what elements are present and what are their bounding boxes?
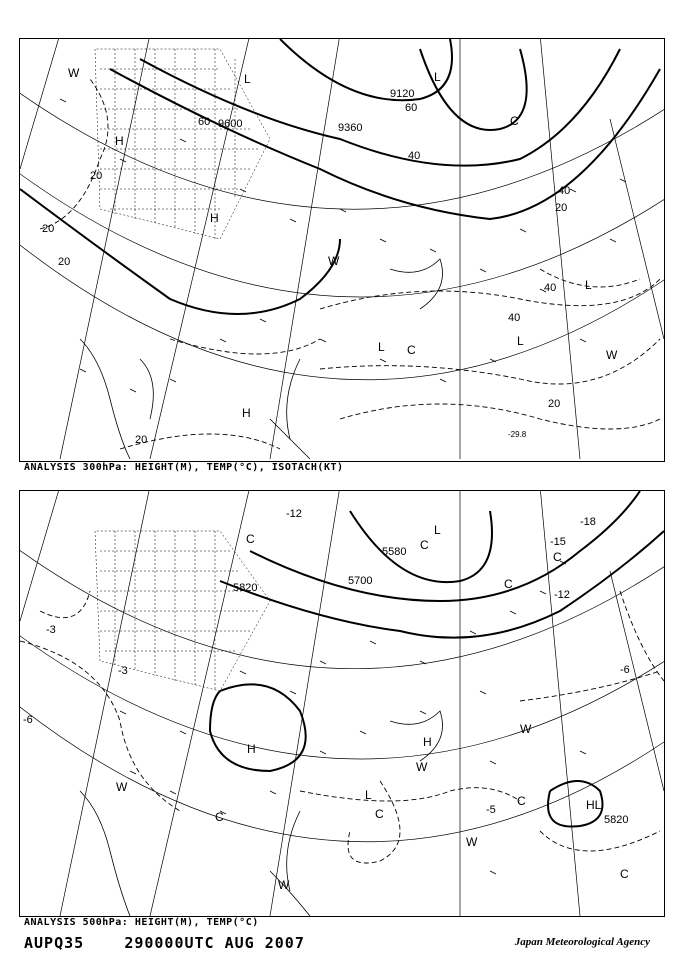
isotach-label: 40 <box>544 282 557 294</box>
cold-marker: C <box>407 343 416 357</box>
temperature-contours <box>20 591 664 863</box>
pressure-high-marker: H <box>210 211 219 225</box>
cold-marker: C <box>215 810 224 824</box>
isotach-label: 20 <box>548 398 561 410</box>
height-label: 5700 <box>348 575 373 587</box>
warm-marker: W <box>116 780 128 794</box>
coastlines <box>80 711 443 916</box>
isotach-label: 20 <box>555 202 568 214</box>
height-contours <box>210 491 664 827</box>
cold-marker: C <box>504 577 513 591</box>
isotach-label: 60 <box>405 102 418 114</box>
pressure-low-marker: L <box>365 788 372 802</box>
height-label: 9120 <box>390 88 415 100</box>
coastlines <box>80 259 443 459</box>
isotach-label: 40 <box>408 150 421 162</box>
pressure-high-marker: H <box>247 742 256 756</box>
cold-marker: C <box>517 794 526 808</box>
temperature-label: -6 <box>620 664 630 676</box>
height-label: 9360 <box>338 122 363 134</box>
wind-barbs <box>120 561 586 874</box>
cold-marker: C <box>620 867 629 881</box>
pressure-high-marker: H <box>242 406 251 420</box>
graticule <box>20 39 664 459</box>
pressure-low-marker: L <box>585 278 592 292</box>
cold-marker: C <box>246 532 255 546</box>
pressure-low-marker: L <box>434 523 441 537</box>
isotach-contours <box>40 79 660 449</box>
warm-marker: W <box>520 722 532 736</box>
map-panel-500hpa <box>19 490 665 917</box>
isotach-label: 20 <box>58 256 71 268</box>
map-300hpa-canvas <box>20 39 664 461</box>
height-label: 5820 <box>604 814 629 826</box>
isotach-label: 20 <box>42 223 55 235</box>
graticule <box>20 491 664 916</box>
map-500hpa-canvas <box>20 491 664 916</box>
height-label: 5820 <box>233 582 258 594</box>
isotach-label: 60 <box>198 116 211 128</box>
isotach-label: 40 <box>558 185 571 197</box>
pressure-high-marker: HL <box>586 798 602 812</box>
cold-marker: C <box>553 550 562 564</box>
temperature-label: -3 <box>118 665 128 677</box>
pressure-low-marker: L <box>517 334 524 348</box>
chart-identifier <box>24 934 305 952</box>
panel-caption-500hpa: ANALYSIS 500hPa: HEIGHT(M), TEMP(°C) <box>24 917 259 928</box>
chart-id: AUPQ35 <box>24 934 85 952</box>
temperature-label: -18 <box>580 516 596 528</box>
height-contours <box>20 39 660 314</box>
temperature-label: -12 <box>554 589 570 601</box>
temperature-label: -29.8 <box>508 430 527 439</box>
warm-marker: W <box>606 348 618 362</box>
cold-marker: C <box>375 807 384 821</box>
temperature-label: -15 <box>550 536 566 548</box>
pressure-high-marker: H <box>115 134 124 148</box>
warm-marker: W <box>328 254 340 268</box>
pressure-high-marker: H <box>423 735 432 749</box>
temperature-label: -3 <box>46 624 56 636</box>
warm-marker: W <box>68 66 80 80</box>
temperature-label: -12 <box>286 508 302 520</box>
cold-marker: C <box>510 114 519 128</box>
warm-marker: W <box>466 835 478 849</box>
temperature-label: -6 <box>23 714 33 726</box>
height-label: 5580 <box>382 546 407 558</box>
temperature-label: -5 <box>486 804 496 816</box>
warm-marker: W <box>416 760 428 774</box>
isotach-label: 20 <box>90 170 103 182</box>
agency-credit: Japan Meteorological Agency <box>514 936 650 948</box>
panel-caption-300hpa: ANALYSIS 300hPa: HEIGHT(M), TEMP(°C), ISOTACH(KT) <box>24 462 344 473</box>
map-panel-300hpa <box>19 38 665 462</box>
cold-marker: C <box>420 538 429 552</box>
height-label: 9600 <box>218 118 243 130</box>
valid-time: 290000UTC AUG 2007 <box>124 934 305 952</box>
wind-barbs <box>60 99 626 392</box>
isotach-label: 20 <box>135 434 148 446</box>
isotach-label: 40 <box>508 312 521 324</box>
warm-marker: W <box>278 878 290 892</box>
pressure-low-marker: L <box>244 72 251 86</box>
pressure-low-marker: L <box>378 340 385 354</box>
pressure-low-marker: L <box>434 70 441 84</box>
